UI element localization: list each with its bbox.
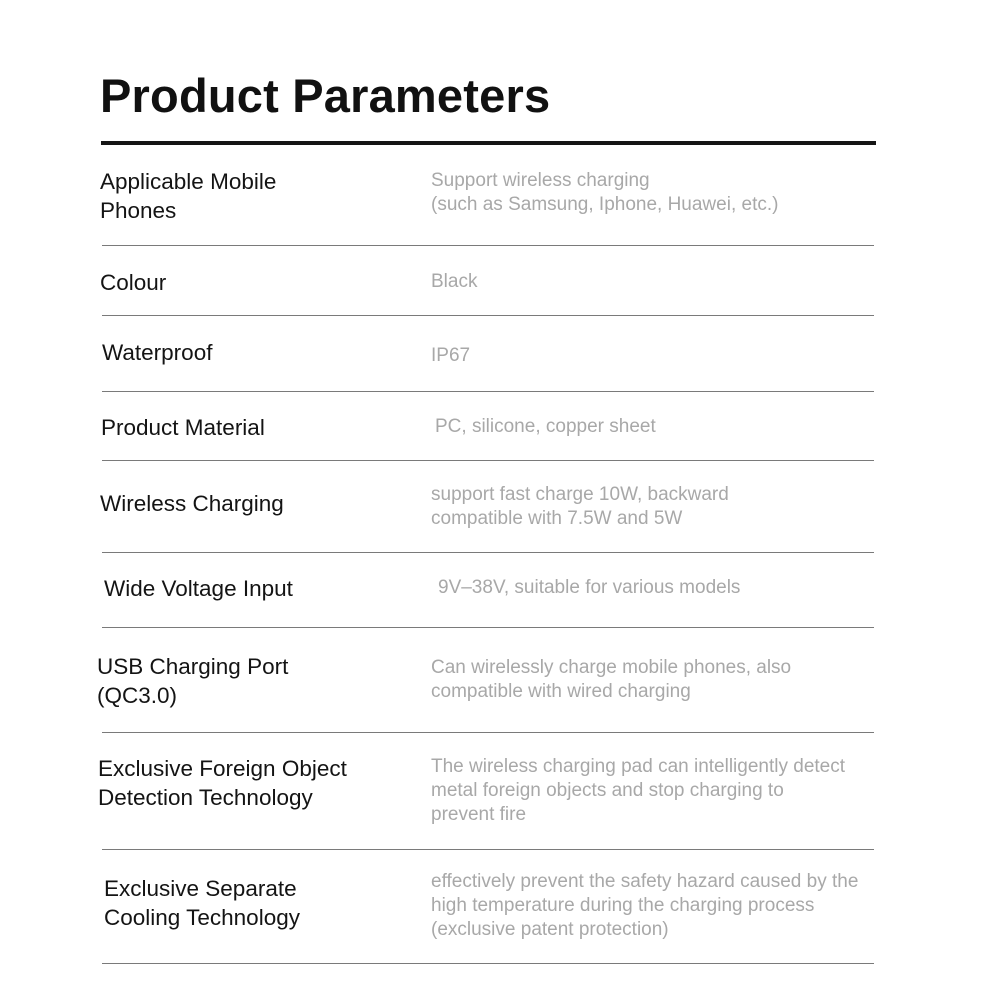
row-label-separate-cooling: Exclusive Separate Cooling Technology — [104, 876, 300, 930]
row-divider — [102, 245, 874, 246]
row-value-wide-voltage-input: 9V–38V, suitable for various models — [438, 577, 741, 598]
row-value-colour: Black — [431, 271, 478, 292]
row-value-usb-charging-port: Can wirelessly charge mobile phones, also compatible with wired charging — [431, 657, 792, 702]
row-value-separate-cooling: effectively prevent the safety hazard caused by the high temperature during the charging process (exclusive patent protection) — [431, 871, 859, 940]
row-divider — [102, 732, 874, 733]
row-divider — [102, 627, 874, 628]
row-divider — [102, 963, 874, 964]
row-divider — [102, 460, 874, 461]
row-label-product-material: Product Material — [101, 415, 265, 440]
row-value-wireless-charging: support fast charge 10W, backward compatible with 7.5W and 5W — [431, 484, 729, 529]
row-label-wide-voltage-input: Wide Voltage Input — [104, 576, 293, 601]
row-label-colour: Colour — [100, 270, 167, 295]
row-value-foreign-object-detection: The wireless charging pad can intelligently detect metal foreign objects and stop charging to prevent fire — [431, 756, 846, 825]
title-underline — [101, 141, 876, 145]
row-label-usb-charging-port: USB Charging Port (QC3.0) — [97, 654, 289, 708]
row-label-foreign-object-detection: Exclusive Foreign Object Detection Technology — [98, 756, 347, 810]
row-label-waterproof: Waterproof — [102, 340, 213, 365]
row-label-applicable-phones: Applicable Mobile Phones — [100, 169, 277, 223]
row-label-wireless-charging: Wireless Charging — [100, 491, 284, 516]
row-divider — [102, 849, 874, 850]
page-title: Product Parameters — [100, 69, 551, 122]
row-divider — [102, 391, 874, 392]
row-value-product-material: PC, silicone, copper sheet — [435, 416, 656, 437]
row-divider — [102, 552, 874, 553]
row-value-waterproof: IP67 — [431, 345, 471, 366]
row-value-applicable-phones: Support wireless charging (such as Samsung, Iphone, Huawei, etc.) — [431, 170, 779, 215]
row-divider — [102, 315, 874, 316]
